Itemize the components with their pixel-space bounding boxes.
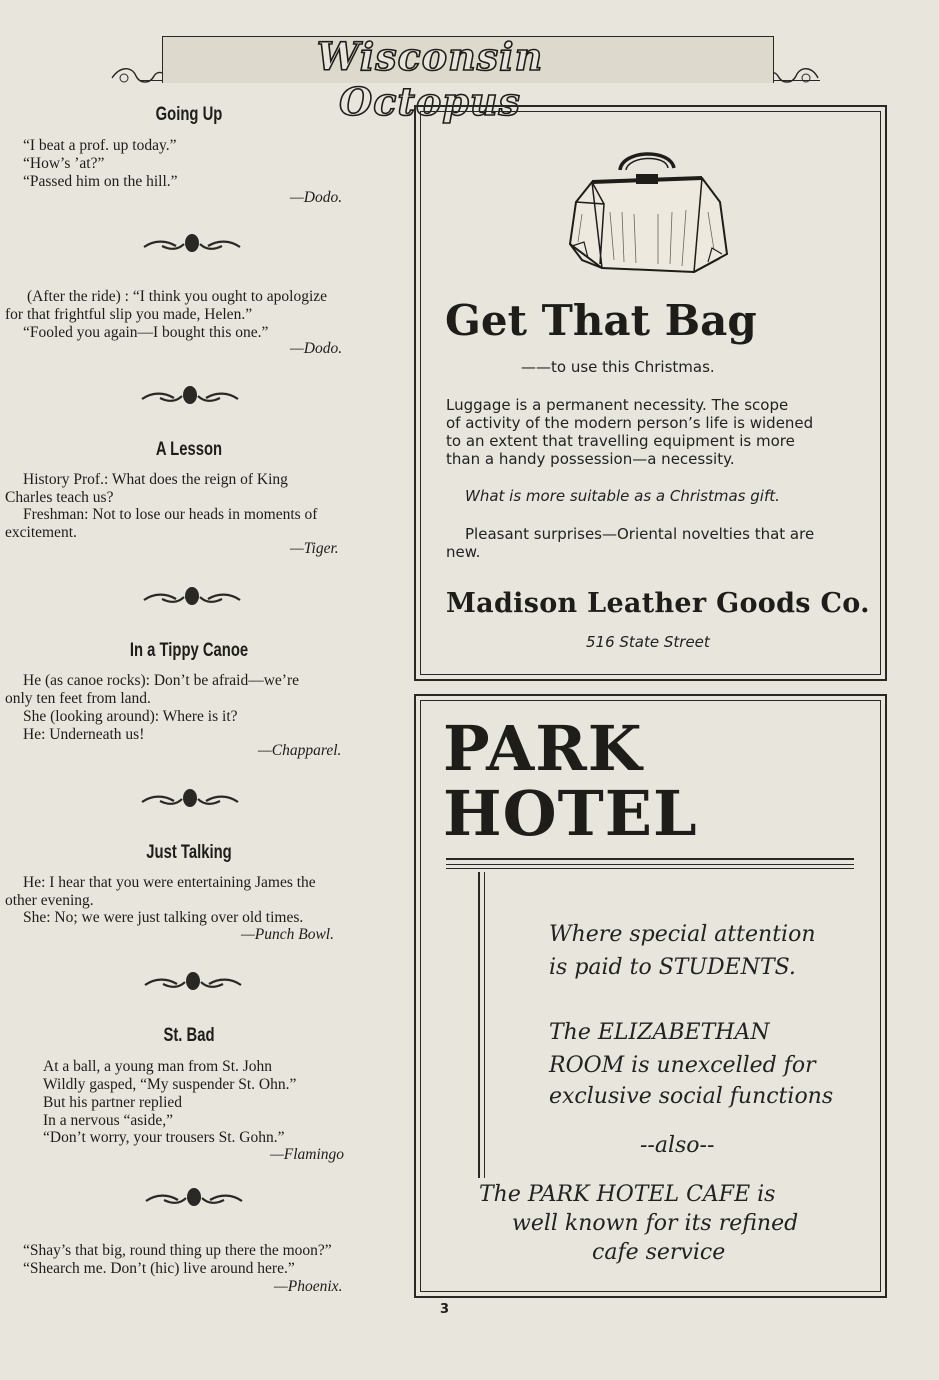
st-bad-line-2: Wildly gasped, “My suspender St. Ohn.” <box>43 1076 297 1093</box>
talking-heading: Just Talking <box>146 842 232 863</box>
park-ad-also: --also-- <box>640 1133 715 1158</box>
bag-ad-tagline: ——to use this Christmas. <box>521 358 715 376</box>
bag-ad-body-line-4: than a handy possession—a necessity. <box>446 450 735 468</box>
park-ad-line-4: ROOM is unexcelled for <box>549 1053 816 1078</box>
flourish-ornament <box>140 787 240 809</box>
park-ad-line-8: well known for its refined <box>512 1211 799 1236</box>
park-ad-line-2: is paid to STUDENTS. <box>549 955 796 980</box>
park-ad-line-1: Where special attention <box>549 922 816 947</box>
canoe-source: —Chapparel. <box>258 742 342 759</box>
canoe-line-1: He (as canoe rocks): Don’t be afraid—we’re <box>23 672 300 689</box>
lesson-source: —Tiger. <box>290 540 339 557</box>
flourish-ornament <box>144 1186 244 1208</box>
talking-source: —Punch Bowl. <box>241 926 334 943</box>
bag-ad-body-line-3: to an extent that travelling equipment is more <box>446 432 795 450</box>
bag-ad-christmas-gift: What is more suitable as a Christmas gift. <box>465 487 780 505</box>
park-ad-line-7: The PARK HOTEL CAFE is <box>479 1182 776 1207</box>
canoe-line-2: only ten feet from land. <box>5 690 151 707</box>
bag-ad-address: 516 State Street <box>586 633 710 651</box>
lesson-line-2: Charles teach us? <box>5 489 114 506</box>
ride-line-1: (After the ride) : “I think you ought to apologize <box>27 288 328 305</box>
park-ad-rule-mid <box>446 864 854 865</box>
lesson-heading: A Lesson <box>155 439 223 460</box>
lesson-line-3: Freshman: Not to lose our heads in moments of <box>23 506 318 523</box>
page-number: 3 <box>440 1302 450 1317</box>
park-ad-title-line-2: HOTEL <box>443 777 698 850</box>
talking-line-3: She: No; we were just talking over old times. <box>23 909 304 926</box>
going-up-line-3: “Passed him on the hill.” <box>23 173 178 190</box>
canoe-line-4: He: Underneath us! <box>23 726 145 743</box>
bag-ad-body-line-2: of activity of the modern person’s life is widened <box>446 414 814 432</box>
park-ad-rule-bottom <box>446 868 854 869</box>
park-ad-rule-top <box>446 858 854 860</box>
moon-line-2: “Shearch me. Don’t (hic) live around here.” <box>23 1260 295 1277</box>
ride-source: —Dodo. <box>290 340 343 357</box>
going-up-source: —Dodo. <box>290 189 343 206</box>
park-ad-title-line-1: PARK <box>443 712 643 785</box>
bag-ad-body2-line-2: new. <box>446 543 481 561</box>
ride-line-3: “Fooled you again—I bought this one.” <box>23 324 269 341</box>
ride-line-2: for that frightful slip you made, Helen.” <box>5 306 253 323</box>
canoe-line-3: She (looking around): Where is it? <box>23 708 238 725</box>
park-ad-line-5: exclusive social functions <box>549 1084 834 1109</box>
park-ad-line-3: The ELIZABETHAN <box>549 1020 770 1045</box>
going-up-line-1: “I beat a prof. up today.” <box>23 137 177 154</box>
bag-illustration <box>562 142 732 284</box>
st-bad-line-4: In a nervous “aside,” <box>43 1112 173 1129</box>
bag-ad-company: Madison Leather Goods Co. <box>446 588 870 619</box>
st-bad-source: —Flamingo <box>270 1146 345 1163</box>
flourish-ornament <box>140 384 240 406</box>
magazine-title: Wisconsin Octopus <box>316 34 544 124</box>
left-scroll-ornament <box>110 64 170 88</box>
talking-line-2: other evening. <box>5 892 94 909</box>
lesson-line-4: excitement. <box>5 524 77 541</box>
bag-ad-body-line-1: Luggage is a permanent necessity. The scope <box>446 396 789 414</box>
going-up-line-2: “How’s ’at?” <box>23 155 105 172</box>
flourish-ornament <box>142 585 242 607</box>
lesson-line-1: History Prof.: What does the reign of King <box>23 471 288 488</box>
bag-ad-body2-line-1: Pleasant surprises—Oriental novelties that are <box>465 525 815 543</box>
st-bad-line-3: But his partner replied <box>43 1094 183 1111</box>
st-bad-line-1: At a ball, a young man from St. John <box>43 1058 273 1075</box>
st-bad-line-5: “Don’t worry, your trousers St. Gohn.” <box>43 1129 285 1146</box>
flourish-ornament <box>142 232 242 254</box>
st-bad-heading: St. Bad <box>163 1025 215 1046</box>
moon-source: —Phoenix. <box>274 1278 343 1295</box>
park-ad-vertical-rule <box>478 872 480 1178</box>
park-ad-line-9: cafe service <box>592 1240 726 1265</box>
talking-line-1: He: I hear that you were entertaining James the <box>23 874 316 891</box>
bag-ad-headline: Get That Bag <box>445 296 757 345</box>
moon-line-1: “Shay’s that big, round thing up there the moon?” <box>23 1242 332 1259</box>
flourish-ornament <box>143 970 243 992</box>
canoe-heading: In a Tippy Canoe <box>129 640 249 661</box>
going-up-heading: Going Up <box>155 104 223 125</box>
park-ad-vertical-rule <box>484 872 485 1178</box>
